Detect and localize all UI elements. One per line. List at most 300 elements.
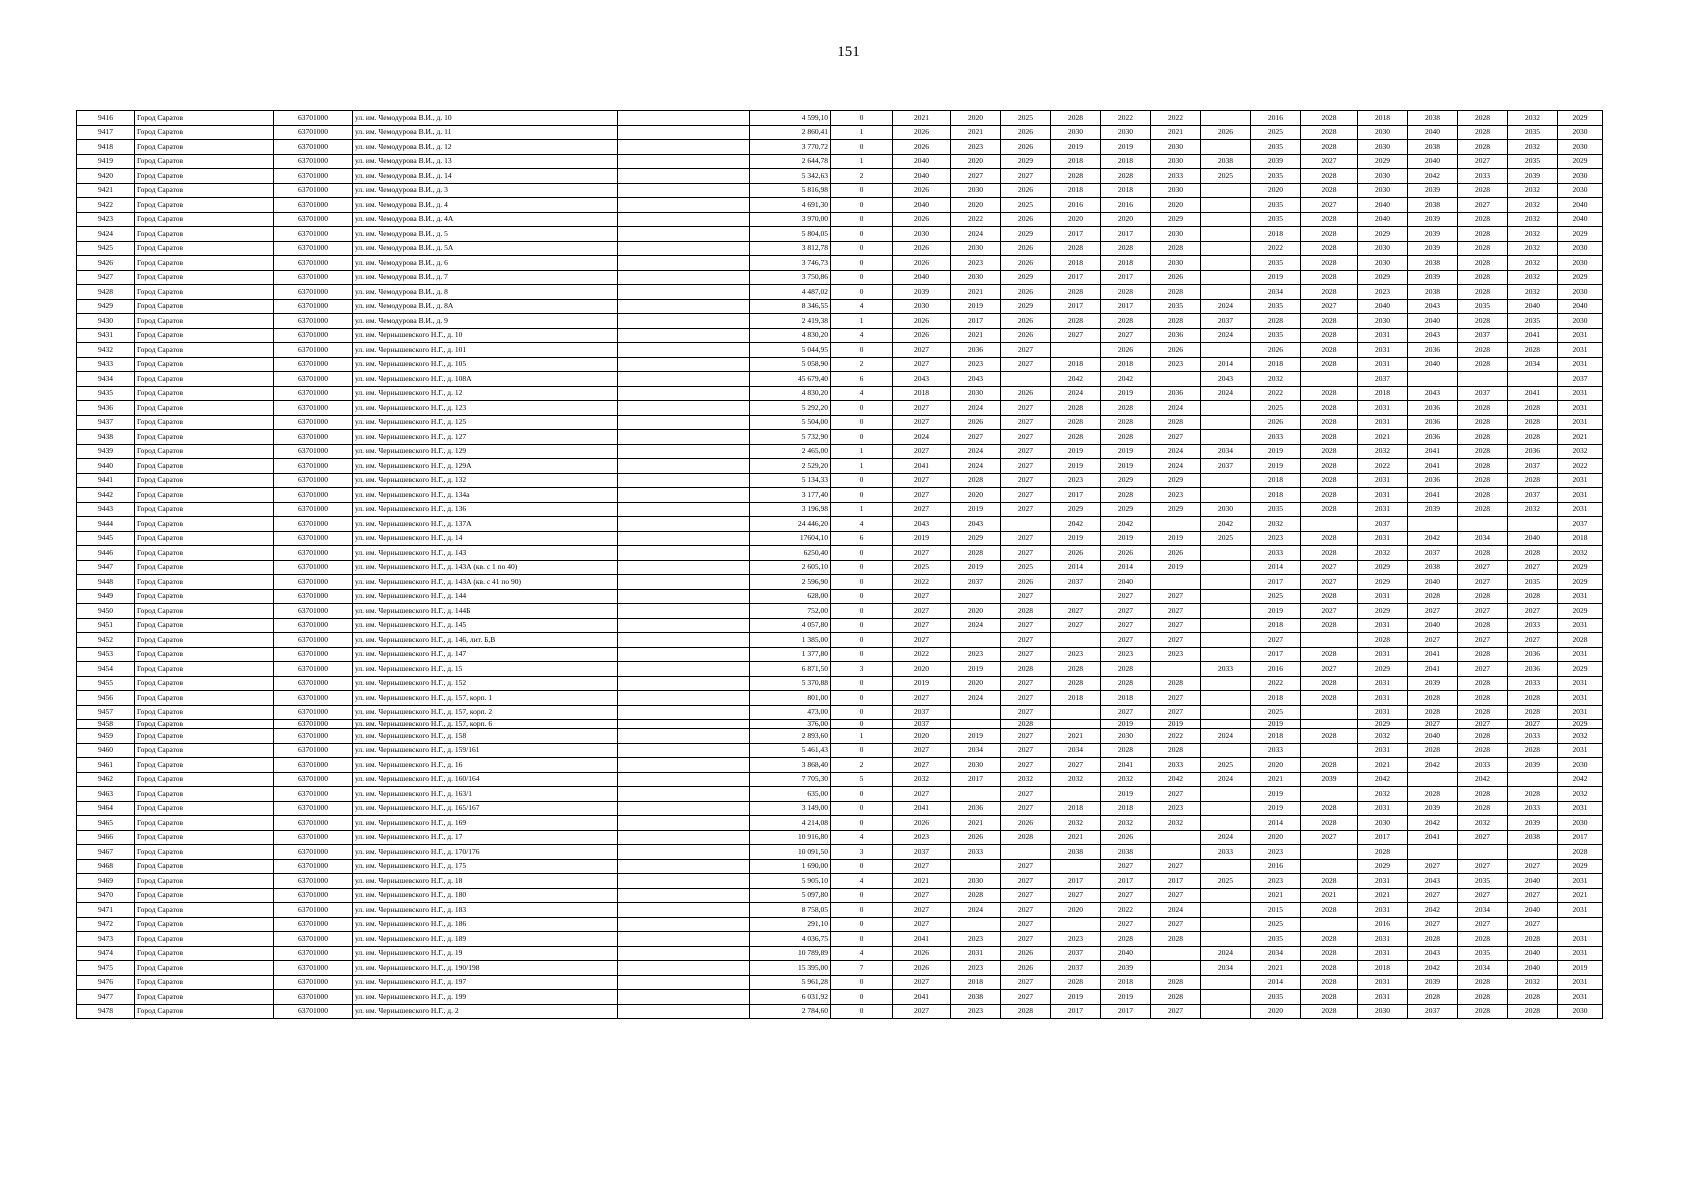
note-cell <box>618 859 750 874</box>
oktmo-code-cell: 63701000 <box>274 729 353 744</box>
year-2-cell: 2021 <box>951 285 1001 300</box>
municipality-cell: Город Саратов <box>135 401 274 416</box>
area-cell: 5 292,20 <box>750 401 831 416</box>
year-8-cell: 2020 <box>1251 758 1301 773</box>
row-number-cell: 9448 <box>77 575 135 590</box>
year-11-cell: 2039 <box>1408 183 1458 198</box>
year-2-cell: 2026 <box>951 830 1001 845</box>
year-9-cell: 2028 <box>1301 816 1358 831</box>
year-7-cell <box>1201 618 1251 633</box>
year-1-cell: 2026 <box>893 125 951 140</box>
table-row <box>77 459 1603 474</box>
year-3-cell: 2026 <box>1001 816 1051 831</box>
oktmo-code-cell: 63701000 <box>274 488 353 503</box>
address-cell: ул. им. Чернышевского Н.Г., д. 105 <box>353 357 618 372</box>
year-9-cell <box>1301 845 1358 860</box>
year-3-cell: 2027 <box>1001 758 1051 773</box>
year-9-cell: 2028 <box>1301 546 1358 561</box>
year-2-cell: 2037 <box>951 575 1001 590</box>
area-cell: 2 893,60 <box>750 729 831 744</box>
year-11-cell: 2038 <box>1408 285 1458 300</box>
year-14-cell: 2032 <box>1558 444 1603 459</box>
year-5-cell: 2028 <box>1101 415 1151 430</box>
municipality-cell: Город Саратов <box>135 772 274 787</box>
area-cell: 15 395,00 <box>750 961 831 976</box>
municipality-cell: Город Саратов <box>135 270 274 285</box>
address-cell: ул. им. Чернышевского Н.Г., д. 159/161 <box>353 743 618 758</box>
year-4-cell: 2034 <box>1051 743 1101 758</box>
table-row <box>77 676 1603 691</box>
floors-category-cell: 0 <box>831 676 893 691</box>
year-10-cell: 2040 <box>1358 198 1408 213</box>
year-4-cell: 2028 <box>1051 314 1101 329</box>
year-14-cell: 2030 <box>1558 816 1603 831</box>
table-row <box>77 946 1603 961</box>
year-5-cell: 2019 <box>1101 459 1151 474</box>
address-cell: ул. им. Чернышевского Н.Г., д. 147 <box>353 647 618 662</box>
row-number-cell: 9426 <box>77 256 135 271</box>
year-14-cell: 2018 <box>1558 531 1603 546</box>
floors-category-cell: 0 <box>831 633 893 648</box>
year-12-cell: 2034 <box>1458 903 1508 918</box>
year-11-cell: 2039 <box>1408 801 1458 816</box>
table-row <box>77 874 1603 889</box>
row-number-cell: 9425 <box>77 241 135 256</box>
year-8-cell: 2028 <box>1251 314 1301 329</box>
row-number-cell: 9472 <box>77 917 135 932</box>
year-9-cell <box>1301 743 1358 758</box>
year-3-cell: 2027 <box>1001 473 1051 488</box>
year-11-cell: 2039 <box>1408 270 1458 285</box>
year-11-cell: 2042 <box>1408 169 1458 184</box>
year-6-cell: 2027 <box>1151 589 1201 604</box>
note-cell <box>618 575 750 590</box>
floors-category-cell: 0 <box>831 227 893 242</box>
note-cell <box>618 270 750 285</box>
area-cell: 7 705,30 <box>750 772 831 787</box>
year-11-cell: 2037 <box>1408 1004 1458 1019</box>
row-number-cell: 9449 <box>77 589 135 604</box>
year-7-cell <box>1201 488 1251 503</box>
year-7-cell: 2034 <box>1201 444 1251 459</box>
year-6-cell: 2026 <box>1151 546 1201 561</box>
floors-category-cell: 0 <box>831 888 893 903</box>
municipality-cell: Город Саратов <box>135 227 274 242</box>
year-6-cell: 2028 <box>1151 241 1201 256</box>
year-1-cell: 2020 <box>893 662 951 677</box>
year-12-cell: 2028 <box>1458 285 1508 300</box>
oktmo-code-cell: 63701000 <box>274 415 353 430</box>
year-3-cell: 2026 <box>1001 328 1051 343</box>
area-cell: 2 860,41 <box>750 125 831 140</box>
note-cell <box>618 633 750 648</box>
year-14-cell: 2031 <box>1558 488 1603 503</box>
floors-category-cell: 2 <box>831 758 893 773</box>
year-13-cell: 2039 <box>1508 816 1558 831</box>
year-9-cell: 2021 <box>1301 888 1358 903</box>
year-3-cell: 2025 <box>1001 560 1051 575</box>
year-8-cell: 2014 <box>1251 816 1301 831</box>
year-10-cell: 2040 <box>1358 299 1408 314</box>
year-6-cell: 2030 <box>1151 154 1201 169</box>
year-9-cell: 2028 <box>1301 647 1358 662</box>
year-8-cell: 2019 <box>1251 787 1301 802</box>
oktmo-code-cell: 63701000 <box>274 816 353 831</box>
year-9-cell: 2028 <box>1301 589 1358 604</box>
note-cell <box>618 140 750 155</box>
year-11-cell: 2043 <box>1408 386 1458 401</box>
year-3-cell: 2026 <box>1001 256 1051 271</box>
year-7-cell: 2034 <box>1201 961 1251 976</box>
year-12-cell: 2027 <box>1458 604 1508 619</box>
year-6-cell <box>1151 372 1201 387</box>
year-9-cell: 2028 <box>1301 270 1358 285</box>
year-13-cell: 2028 <box>1508 415 1558 430</box>
row-number-cell: 9436 <box>77 401 135 416</box>
area-cell: 5 134,33 <box>750 473 831 488</box>
year-1-cell: 2025 <box>893 560 951 575</box>
year-10-cell: 2031 <box>1358 618 1408 633</box>
year-6-cell: 2028 <box>1151 743 1201 758</box>
municipality-cell: Город Саратов <box>135 256 274 271</box>
year-12-cell: 2028 <box>1458 1004 1508 1019</box>
year-1-cell: 2041 <box>893 932 951 947</box>
year-14-cell: 2031 <box>1558 328 1603 343</box>
year-8-cell: 2016 <box>1251 111 1301 126</box>
year-9-cell: 2027 <box>1301 575 1358 590</box>
year-8-cell: 2025 <box>1251 589 1301 604</box>
year-5-cell: 2027 <box>1101 705 1151 720</box>
floors-category-cell: 0 <box>831 618 893 633</box>
year-3-cell <box>1001 517 1051 532</box>
year-12-cell: 2027 <box>1458 154 1508 169</box>
year-7-cell <box>1201 816 1251 831</box>
floors-category-cell: 0 <box>831 401 893 416</box>
year-14-cell: 2019 <box>1558 961 1603 976</box>
note-cell <box>618 328 750 343</box>
year-11-cell: 2027 <box>1408 604 1458 619</box>
year-2-cell: 2036 <box>951 343 1001 358</box>
year-6-cell: 2028 <box>1151 990 1201 1005</box>
year-2-cell: 2022 <box>951 212 1001 227</box>
year-6-cell: 2036 <box>1151 386 1201 401</box>
address-cell: ул. им. Чемодурова В.И., д. 14 <box>353 169 618 184</box>
oktmo-code-cell: 63701000 <box>274 975 353 990</box>
oktmo-code-cell: 63701000 <box>274 546 353 561</box>
area-cell: 4 214,08 <box>750 816 831 831</box>
year-4-cell: 2023 <box>1051 647 1101 662</box>
oktmo-code-cell: 63701000 <box>274 241 353 256</box>
municipality-cell: Город Саратов <box>135 473 274 488</box>
table-row <box>77 169 1603 184</box>
year-7-cell <box>1201 183 1251 198</box>
year-10-cell: 2018 <box>1358 111 1408 126</box>
year-1-cell: 2037 <box>893 720 951 729</box>
year-3-cell: 2027 <box>1001 589 1051 604</box>
note-cell <box>618 830 750 845</box>
year-6-cell: 2027 <box>1151 618 1201 633</box>
year-7-cell <box>1201 270 1251 285</box>
year-1-cell: 2027 <box>893 502 951 517</box>
year-3-cell: 2027 <box>1001 459 1051 474</box>
year-3-cell: 2028 <box>1001 604 1051 619</box>
year-2-cell: 2017 <box>951 772 1001 787</box>
note-cell <box>618 604 750 619</box>
year-11-cell <box>1408 845 1458 860</box>
table-row <box>77 502 1603 517</box>
year-12-cell: 2028 <box>1458 415 1508 430</box>
note-cell <box>618 720 750 729</box>
year-4-cell: 2019 <box>1051 990 1101 1005</box>
floors-category-cell: 0 <box>831 241 893 256</box>
floors-category-cell: 4 <box>831 946 893 961</box>
year-10-cell: 2030 <box>1358 169 1408 184</box>
year-12-cell: 2028 <box>1458 705 1508 720</box>
municipality-cell: Город Саратов <box>135 676 274 691</box>
municipality-cell: Город Саратов <box>135 415 274 430</box>
oktmo-code-cell: 63701000 <box>274 502 353 517</box>
year-4-cell: 2014 <box>1051 560 1101 575</box>
year-7-cell: 2025 <box>1201 169 1251 184</box>
year-5-cell: 2030 <box>1101 729 1151 744</box>
year-14-cell: 2029 <box>1558 575 1603 590</box>
oktmo-code-cell: 63701000 <box>274 459 353 474</box>
floors-category-cell: 0 <box>831 801 893 816</box>
area-cell: 2 529,20 <box>750 459 831 474</box>
year-8-cell: 2016 <box>1251 662 1301 677</box>
year-7-cell: 2024 <box>1201 386 1251 401</box>
address-cell: ул. им. Чернышевского Н.Г., д. 146, лит. Б,В <box>353 633 618 648</box>
year-9-cell: 2028 <box>1301 961 1358 976</box>
address-cell: ул. им. Чемодурова В.И., д. 9 <box>353 314 618 329</box>
year-3-cell: 2026 <box>1001 961 1051 976</box>
table-row <box>77 560 1603 575</box>
table-row <box>77 285 1603 300</box>
year-11-cell: 2042 <box>1408 758 1458 773</box>
municipality-cell: Город Саратов <box>135 357 274 372</box>
year-7-cell <box>1201 256 1251 271</box>
year-8-cell: 2034 <box>1251 285 1301 300</box>
year-2-cell: 2028 <box>951 546 1001 561</box>
row-number-cell: 9423 <box>77 212 135 227</box>
year-10-cell: 2030 <box>1358 140 1408 155</box>
year-5-cell: 2027 <box>1101 589 1151 604</box>
floors-category-cell: 1 <box>831 444 893 459</box>
area-cell: 4 036,75 <box>750 932 831 947</box>
year-11-cell: 2036 <box>1408 473 1458 488</box>
year-8-cell: 2025 <box>1251 401 1301 416</box>
year-8-cell: 2020 <box>1251 183 1301 198</box>
municipality-cell: Город Саратов <box>135 720 274 729</box>
year-6-cell: 2030 <box>1151 140 1201 155</box>
year-2-cell: 2024 <box>951 227 1001 242</box>
year-11-cell: 2041 <box>1408 444 1458 459</box>
row-number-cell: 9459 <box>77 729 135 744</box>
note-cell <box>618 589 750 604</box>
year-7-cell: 2033 <box>1201 662 1251 677</box>
year-2-cell: 2030 <box>951 270 1001 285</box>
year-1-cell: 2027 <box>893 903 951 918</box>
year-12-cell: 2027 <box>1458 720 1508 729</box>
year-1-cell: 2027 <box>893 444 951 459</box>
oktmo-code-cell: 63701000 <box>274 517 353 532</box>
year-2-cell: 2020 <box>951 154 1001 169</box>
year-9-cell: 2039 <box>1301 772 1358 787</box>
year-10-cell: 2029 <box>1358 227 1408 242</box>
row-number-cell: 9466 <box>77 830 135 845</box>
year-8-cell: 2035 <box>1251 932 1301 947</box>
year-5-cell: 2028 <box>1101 169 1151 184</box>
year-6-cell <box>1151 575 1201 590</box>
year-6-cell: 2028 <box>1151 676 1201 691</box>
year-6-cell: 2027 <box>1151 787 1201 802</box>
address-cell: ул. им. Чернышевского Н.Г., д. 17 <box>353 830 618 845</box>
year-3-cell: 2026 <box>1001 314 1051 329</box>
row-number-cell: 9447 <box>77 560 135 575</box>
row-number-cell: 9422 <box>77 198 135 213</box>
year-11-cell: 2039 <box>1408 227 1458 242</box>
year-3-cell: 2027 <box>1001 874 1051 889</box>
area-cell: 2 644,78 <box>750 154 831 169</box>
year-14-cell: 2031 <box>1558 502 1603 517</box>
year-13-cell: 2027 <box>1508 917 1558 932</box>
municipality-cell: Город Саратов <box>135 787 274 802</box>
municipality-cell: Город Саратов <box>135 961 274 976</box>
table-row <box>77 1004 1603 1019</box>
year-10-cell: 2037 <box>1358 517 1408 532</box>
area-cell: 4 691,30 <box>750 198 831 213</box>
year-6-cell: 2027 <box>1151 917 1201 932</box>
address-cell: ул. им. Чернышевского Н.Г., д. 190/198 <box>353 961 618 976</box>
year-2-cell: 2023 <box>951 140 1001 155</box>
year-9-cell: 2028 <box>1301 415 1358 430</box>
year-9-cell: 2028 <box>1301 386 1358 401</box>
note-cell <box>618 975 750 990</box>
floors-category-cell: 0 <box>831 932 893 947</box>
area-cell: 4 830,20 <box>750 386 831 401</box>
year-2-cell: 2030 <box>951 758 1001 773</box>
year-10-cell: 2031 <box>1358 488 1408 503</box>
year-2-cell: 2030 <box>951 386 1001 401</box>
oktmo-code-cell: 63701000 <box>274 401 353 416</box>
municipality-cell: Город Саратов <box>135 459 274 474</box>
note-cell <box>618 729 750 744</box>
year-9-cell: 2028 <box>1301 430 1358 445</box>
year-1-cell: 2027 <box>893 488 951 503</box>
year-11-cell: 2038 <box>1408 111 1458 126</box>
year-14-cell: 2029 <box>1558 859 1603 874</box>
floors-category-cell: 0 <box>831 859 893 874</box>
municipality-cell: Город Саратов <box>135 488 274 503</box>
year-2-cell <box>951 917 1001 932</box>
address-cell: ул. им. Чернышевского Н.Г., д. 14 <box>353 531 618 546</box>
note-cell <box>618 430 750 445</box>
year-8-cell: 2018 <box>1251 357 1301 372</box>
year-14-cell: 2030 <box>1558 183 1603 198</box>
year-5-cell: 2019 <box>1101 531 1151 546</box>
municipality-cell: Город Саратов <box>135 198 274 213</box>
year-12-cell: 2028 <box>1458 546 1508 561</box>
table-row <box>77 111 1603 126</box>
address-cell: ул. им. Чернышевского Н.Г., д. 143А (кв. с 41 по 90) <box>353 575 618 590</box>
year-13-cell: 2032 <box>1508 285 1558 300</box>
row-number-cell: 9461 <box>77 758 135 773</box>
municipality-cell: Город Саратов <box>135 801 274 816</box>
year-9-cell: 2027 <box>1301 604 1358 619</box>
year-3-cell: 2026 <box>1001 946 1051 961</box>
year-2-cell: 2023 <box>951 647 1001 662</box>
floors-category-cell: 4 <box>831 386 893 401</box>
year-3-cell: 2027 <box>1001 357 1051 372</box>
year-6-cell: 2028 <box>1151 285 1201 300</box>
year-12-cell: 2028 <box>1458 676 1508 691</box>
year-7-cell: 2014 <box>1201 357 1251 372</box>
year-10-cell: 2028 <box>1358 845 1408 860</box>
year-10-cell: 2017 <box>1358 830 1408 845</box>
area-cell: 8 758,05 <box>750 903 831 918</box>
note-cell <box>618 758 750 773</box>
note-cell <box>618 444 750 459</box>
note-cell <box>618 816 750 831</box>
year-4-cell: 2026 <box>1051 546 1101 561</box>
floors-category-cell: 3 <box>831 662 893 677</box>
year-12-cell: 2028 <box>1458 990 1508 1005</box>
year-3-cell: 2027 <box>1001 975 1051 990</box>
year-1-cell: 2027 <box>893 758 951 773</box>
year-5-cell: 2039 <box>1101 961 1151 976</box>
year-10-cell: 2030 <box>1358 183 1408 198</box>
year-6-cell: 2032 <box>1151 816 1201 831</box>
year-11-cell: 2043 <box>1408 874 1458 889</box>
year-5-cell: 2028 <box>1101 241 1151 256</box>
year-1-cell: 2022 <box>893 575 951 590</box>
oktmo-code-cell: 63701000 <box>274 328 353 343</box>
year-5-cell: 2028 <box>1101 743 1151 758</box>
year-2-cell: 2023 <box>951 932 1001 947</box>
floors-category-cell: 4 <box>831 874 893 889</box>
year-14-cell: 2028 <box>1558 633 1603 648</box>
oktmo-code-cell: 63701000 <box>274 705 353 720</box>
table-row <box>77 270 1603 285</box>
table-row <box>77 961 1603 976</box>
table-row <box>77 531 1603 546</box>
year-1-cell: 2040 <box>893 270 951 285</box>
year-4-cell: 2024 <box>1051 386 1101 401</box>
table-row <box>77 705 1603 720</box>
year-12-cell: 2033 <box>1458 169 1508 184</box>
municipality-cell: Город Саратов <box>135 618 274 633</box>
year-4-cell: 2018 <box>1051 357 1101 372</box>
address-cell: ул. им. Чемодурова В.И., д. 8 <box>353 285 618 300</box>
floors-category-cell: 0 <box>831 705 893 720</box>
year-5-cell: 2019 <box>1101 444 1151 459</box>
year-14-cell: 2030 <box>1558 1004 1603 1019</box>
year-7-cell <box>1201 227 1251 242</box>
note-cell <box>618 560 750 575</box>
year-14-cell: 2040 <box>1558 299 1603 314</box>
year-10-cell: 2030 <box>1358 816 1408 831</box>
oktmo-code-cell: 63701000 <box>274 285 353 300</box>
year-13-cell: 2040 <box>1508 531 1558 546</box>
year-14-cell: 2030 <box>1558 125 1603 140</box>
year-13-cell: 2035 <box>1508 575 1558 590</box>
floors-category-cell: 2 <box>831 169 893 184</box>
municipality-cell: Город Саратов <box>135 299 274 314</box>
area-cell: 5 732,90 <box>750 430 831 445</box>
address-cell: ул. им. Чернышевского Н.Г., д. 163/1 <box>353 787 618 802</box>
municipality-cell: Город Саратов <box>135 212 274 227</box>
year-2-cell: 2038 <box>951 990 1001 1005</box>
